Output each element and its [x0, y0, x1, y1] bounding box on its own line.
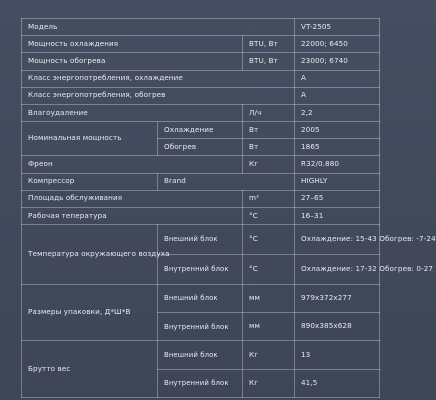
spec-value: 2005 [295, 122, 380, 139]
spec-value: A [295, 87, 380, 104]
spec-unit: BTU, Вт [243, 53, 295, 70]
spec-unit: °C [243, 207, 295, 224]
spec-value: A [295, 70, 380, 87]
spec-unit: Л/ч [243, 104, 295, 121]
spec-row-energy-class-cooling [22, 70, 380, 87]
spec-unit: Вт [243, 122, 295, 139]
spec-row-dehumidification [22, 104, 380, 121]
spec-row-service-area [22, 190, 380, 207]
spec-unit: °C [243, 225, 295, 255]
spec-label: Мощность охлаждения [22, 36, 243, 53]
spec-unit: мм [243, 313, 295, 341]
spec-sublabel: Внешний блок [158, 225, 243, 255]
spec-row-ambient-outdoor [22, 225, 380, 255]
spec-value: 1865 [295, 139, 380, 156]
spec-unit: BTU, Вт [243, 36, 295, 53]
spec-value: VT-2505 [295, 19, 380, 36]
spec-sublabel: Обогрев [158, 139, 243, 156]
spec-label: Класс энергопотребления, обогрев [22, 87, 295, 104]
spec-label: Рабочая теператуpа [22, 207, 243, 224]
spec-value: 2,2 [295, 104, 380, 121]
spec-unit: мм [243, 284, 295, 312]
spec-row-operating-temp [22, 207, 380, 224]
spec-unit: Кг [243, 341, 295, 369]
spec-label: Мощность обогрева [22, 53, 243, 70]
spec-label: Класс энергопотребления, охлаждение [22, 70, 295, 87]
spec-value: 979x372x277 [295, 284, 380, 312]
spec-sublabel: Внешний блок [158, 284, 243, 312]
spec-sublabel: Внутренний блок [158, 313, 243, 341]
spec-label: Модель [22, 19, 295, 36]
spec-row-cooling-capacity [22, 36, 380, 53]
spec-row-energy-class-heating [22, 87, 380, 104]
spec-value: Охлаждение: 15-43 Обогрев: -7-24 [295, 225, 380, 255]
spec-unit: Кг [243, 369, 295, 397]
spec-value: 41,5 [295, 369, 380, 397]
spec-value: 22000; 6450 [295, 36, 380, 53]
spec-unit: Кг [243, 156, 295, 173]
spec-label: Фреон [22, 156, 243, 173]
spec-sublabel: Охлаждение [158, 122, 243, 139]
spec-row-heating-capacity [22, 53, 380, 70]
spec-label: Температура окружающего воздуха [22, 225, 158, 285]
spec-value: Охлаждение: 17-32 Обогрев: 0-27 [295, 254, 380, 284]
spec-label: Площадь обслуживания [22, 190, 243, 207]
spec-value: 890x385x628 [295, 313, 380, 341]
spec-value: 23000; 6740 [295, 53, 380, 70]
spec-unit: °C [243, 254, 295, 284]
spec-label: Размеры упаковки, Д*Ш*В [22, 284, 158, 341]
spec-value: R32/0.880 [295, 156, 380, 173]
spec-label: Номинальная мощность [22, 122, 158, 156]
spec-label: Компрессор [22, 173, 158, 190]
spec-unit: Вт [243, 139, 295, 156]
spec-row-refrigerant [22, 156, 380, 173]
spec-row-weight-outdoor [22, 341, 380, 369]
spec-value: 16–31 [295, 207, 380, 224]
spec-row-model [22, 19, 380, 36]
spec-sheet [21, 18, 436, 398]
spec-row-rated-power-cooling [22, 122, 380, 139]
spec-value: HIGHLY [295, 173, 380, 190]
spec-sublabel: Внешний блок [158, 341, 243, 369]
spec-sublabel: Brand [158, 173, 295, 190]
spec-sublabel: Внутренний блок [158, 369, 243, 397]
spec-row-compressor [22, 173, 380, 190]
spec-table [21, 18, 436, 398]
spec-label: Влагоудаление [22, 104, 243, 121]
spec-label: Брутто вес [22, 341, 158, 398]
spec-value: 27–65 [295, 190, 380, 207]
spec-row-packing-outdoor [22, 284, 380, 312]
spec-unit: m² [243, 190, 295, 207]
spec-value: 13 [295, 341, 380, 369]
spec-sublabel: Внутренний блок [158, 254, 243, 284]
